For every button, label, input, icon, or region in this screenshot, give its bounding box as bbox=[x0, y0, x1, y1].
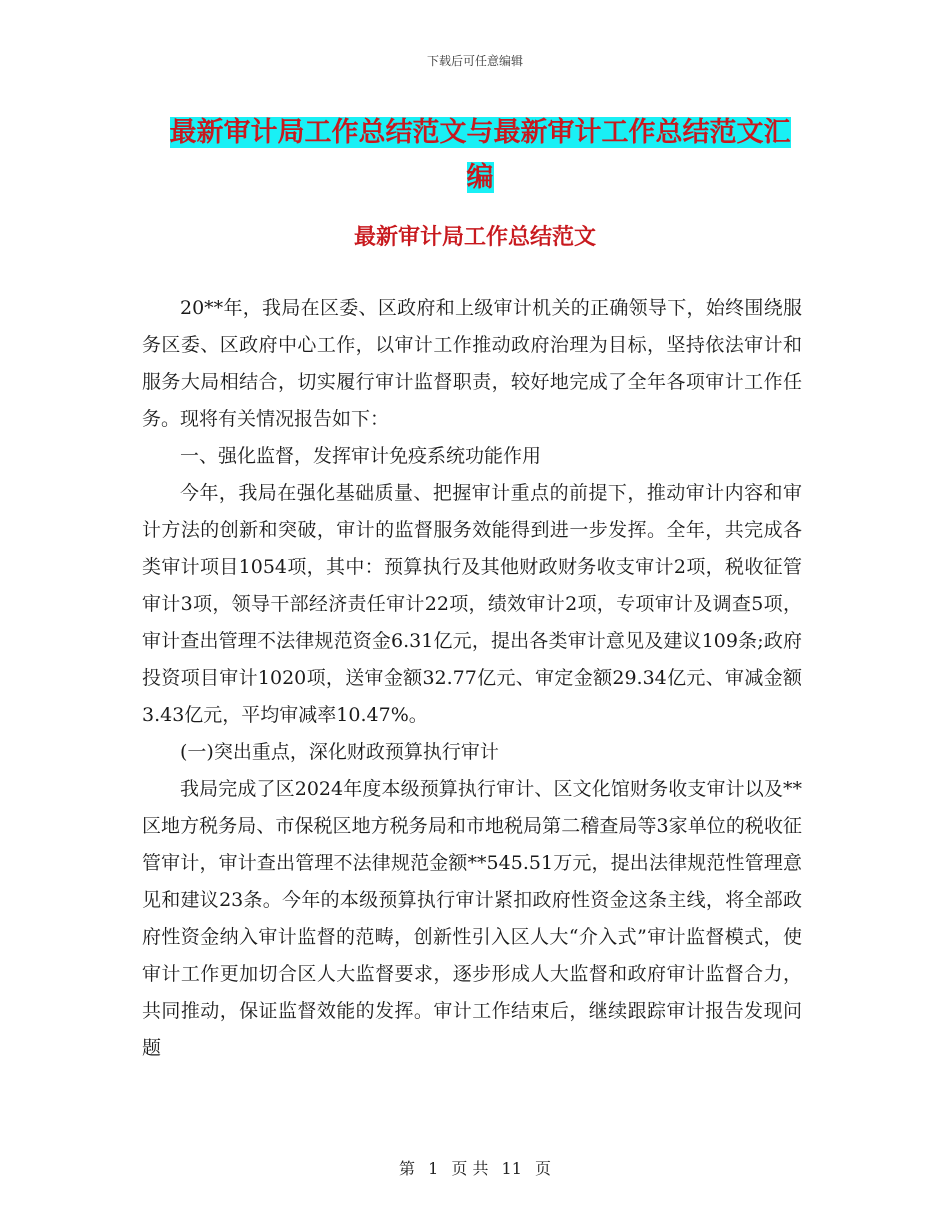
page-total: 11 bbox=[501, 1159, 522, 1178]
section-title: 最新审计局工作总结范文 bbox=[353, 225, 596, 250]
header-note: 下载后可任意编辑 bbox=[426, 54, 523, 68]
document-title bbox=[140, 110, 820, 200]
page-number: 1 bbox=[428, 1159, 439, 1178]
page-middle: 页 共 bbox=[451, 1159, 489, 1178]
paragraph-summary: 今年，我局在强化基础质量、把握审计重点的前提下，推动审计内容和审计方法的创新和突破，审计的监督服务效能得到进一步发挥。全年，共完成各类审计项目1054项，其中：预算执行及其他财政财务收支审计2项，税收征管审计3项，领导干部经济责任审计22项，绩效审计2项，专项审计及调查5项，审计查出管理不法律规范资金6.31亿元，提出各类审计意见及建议109条;政府投资项目审计1020项，送审金额32.77亿元、审定金额29.34亿元、审减金额3.43亿元，平均审减率10.47%。 bbox=[142, 482, 802, 726]
paragraph-heading-1: 一、强化监督，发挥审计免疫系统功能作用 bbox=[180, 445, 542, 467]
document-title-line-2: 编 bbox=[466, 162, 494, 193]
document-title-line-1: 最新审计局工作总结范文与最新审计工作总结范文汇 bbox=[169, 117, 791, 148]
paragraph-heading-1-1: (一)突出重点，深化财政预算执行审计 bbox=[180, 741, 499, 763]
page-prefix: 第 bbox=[398, 1159, 415, 1178]
paragraph-intro: 20**年，我局在区委、区政府和上级审计机关的正确领导下，始终围绕服务区委、区政府中心工作，以审计工作推动政府治理为目标，坚持依法审计和服务大局相结合，切实履行审计监督职责，较好地完成了全年各项审计工作任务。现将有关情况报告如下： bbox=[142, 297, 802, 430]
page-suffix: 页 bbox=[535, 1159, 552, 1178]
page-footer bbox=[0, 1156, 950, 1179]
body-text bbox=[142, 290, 802, 1067]
paragraph-budget-audit: 我局完成了区2024年度本级预算执行审计、区文化馆财务收支审计以及**区地方税务局、市保税区地方税务局和市地税局第二稽查局等3家单位的税收征管审计，审计查出管理不法律规范金额**545.51万元，提出法律规范性管理意见和建议23条。今年的本级预算执行审计紧扣政府性资金这条主线，将全部政府性资金纳入审计监督的范畴，创新性引入区人大“介入式”审计监督模式，使审计工作更加切合区人大监督要求，逐步形成人大监督和政府审计监督合力，共同推动，保证监督效能的发挥。审计工作结束后，继续跟踪审计报告发现问题 bbox=[142, 778, 802, 1059]
